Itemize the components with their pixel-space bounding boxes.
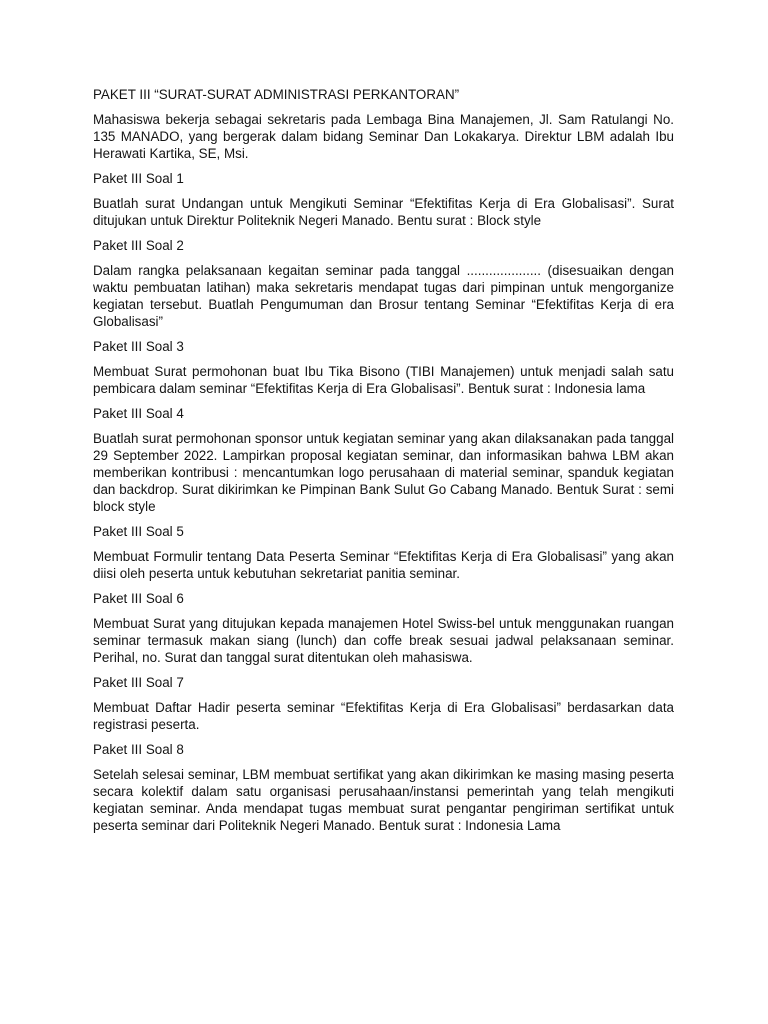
- soal-5-title: Paket III Soal 5: [93, 524, 184, 539]
- soal-3-title: Paket III Soal 3: [93, 339, 184, 354]
- soal-2-text: Dalam rangka pelaksanaan kegaitan seminar pada tanggal .................... (disesuaikan dengan waktu pembuatan latihan) maka sekretaris mendapat tugas dari pimpinan untuk mengorganize kegiatan tersebut. Buatlah Pengumuman dan Brosur tentang Seminar “Efektifitas Kerja di era Globalisasi”: [93, 263, 674, 329]
- soal-3-text: Membuat Surat permohonan buat Ibu Tika Bisono (TIBI Manajemen) untuk menjadi salah satu pembicara dalam seminar “Efektifitas Kerja di Era Globalisasi”. Bentuk surat : Indonesia lama: [93, 364, 674, 396]
- soal-6-text: Membuat Surat yang ditujukan kepada manajemen Hotel Swiss-bel untuk menggunakan ruangan seminar termasuk makan siang (lunch) dan coffe break sesuai jadwal pelaksanaan seminar. Perihal, no. Surat dan tanggal surat ditentukan oleh mahasiswa.: [93, 616, 674, 665]
- soal-4-text: Buatlah surat permohonan sponsor untuk kegiatan seminar yang akan dilaksanakan pada tanggal 29 September 2022. Lampirkan proposal kegiatan seminar, dan informasikan bahwa LBM akan memberikan kontribusi : mencantumkan logo perusahaan di material seminar, spanduk kegiatan dan backdrop. Surat dikirimkan ke Pimpinan Bank Sulut Go Cabang Manado. Bentuk Surat : semi block style: [93, 431, 674, 514]
- soal-7-title: Paket III Soal 7: [93, 675, 184, 690]
- soal-8-text: Setelah selesai seminar, LBM membuat sertifikat yang akan dikirimkan ke masing masing peserta secara kolektif dalam satu organisasi perusahaan/instansi pemerintah yang telah mengikuti kegiatan seminar. Anda mendapat tugas membuat surat pengantar pengiriman sertifikat untuk peserta seminar dari Politeknik Negeri Manado. Bentuk surat : Indonesia Lama: [93, 767, 674, 833]
- intro-paragraph: Mahasiswa bekerja sebagai sekretaris pada Lembaga Bina Manajemen, Jl. Sam Ratulangi No. 135 MANADO, yang bergerak dalam bidang Seminar Dan Lokakarya. Direktur LBM adalah Ibu Herawati Kartika, SE, Msi.: [93, 112, 674, 161]
- soal-8-title: Paket III Soal 8: [93, 742, 184, 757]
- soal-1-text: Buatlah surat Undangan untuk Mengikuti Seminar “Efektifitas Kerja di Era Globalisasi”. Surat ditujukan untuk Direktur Politeknik Negeri Manado. Bentu surat : Block style: [93, 196, 674, 228]
- soal-6-title: Paket III Soal 6: [93, 591, 184, 606]
- document-heading: PAKET III “SURAT-SURAT ADMINISTRASI PERKANTORAN”: [93, 87, 460, 102]
- soal-5-text: Membuat Formulir tentang Data Peserta Seminar “Efektifitas Kerja di Era Globalisasi” yang akan diisi oleh peserta untuk kebutuhan sekretariat panitia seminar.: [93, 549, 674, 581]
- soal-2-title: Paket III Soal 2: [93, 238, 184, 253]
- soal-4-title: Paket III Soal 4: [93, 406, 184, 421]
- soal-1-title: Paket III Soal 1: [93, 171, 184, 186]
- soal-7-text: Membuat Daftar Hadir peserta seminar “Efektifitas Kerja di Era Globalisasi” berdasarkan data registrasi peserta.: [93, 700, 674, 732]
